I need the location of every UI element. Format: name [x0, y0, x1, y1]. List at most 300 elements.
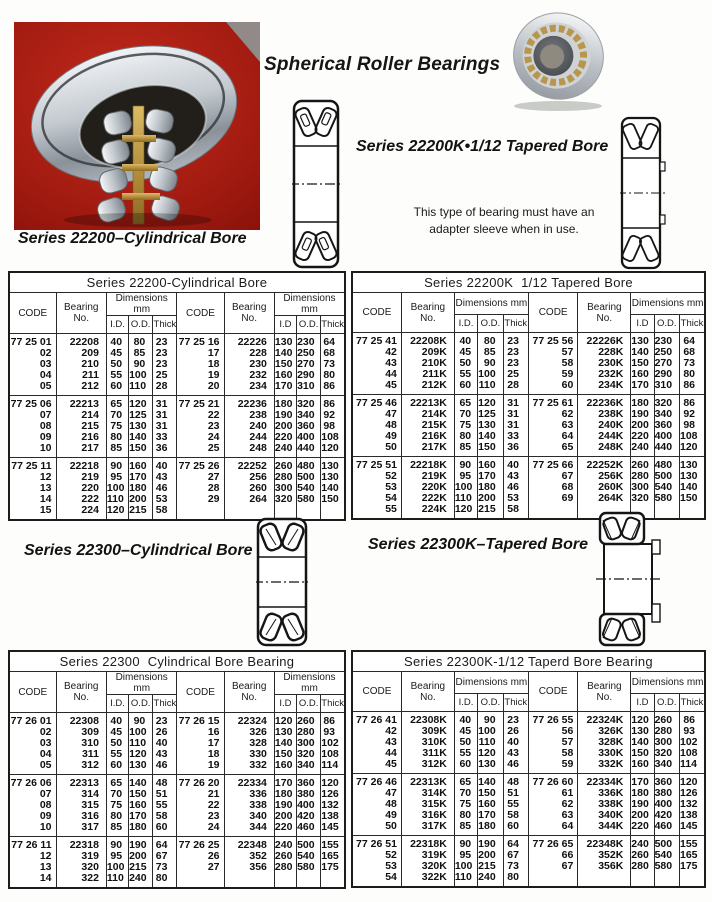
table-cell: 58: [503, 810, 528, 821]
table-cell: 22218: [56, 458, 106, 473]
table-cell: 22308: [56, 713, 106, 728]
table-cell: 55: [454, 748, 477, 759]
table-cell: 22334: [224, 775, 274, 790]
table-cell: 500: [297, 472, 321, 483]
table-cell: 40: [153, 738, 177, 749]
table-cell: 344: [224, 822, 274, 837]
table-cell: 400: [654, 431, 679, 442]
table-cell: 125: [129, 410, 153, 421]
table-cell: 73: [503, 861, 528, 872]
table-cell: 77 25 01: [9, 334, 56, 349]
table-cell: 580: [654, 493, 679, 504]
table-cell: 55: [503, 799, 528, 810]
table-cell: 46: [503, 482, 528, 493]
table-cell: 77 26 51: [352, 836, 401, 851]
table-cell: 240: [224, 421, 274, 432]
table-cell: 44: [352, 748, 401, 759]
table-cell: 130: [631, 333, 654, 348]
table-cell: 58: [528, 358, 577, 369]
table-cell: 08: [9, 421, 56, 432]
table-cell: 18: [177, 749, 224, 760]
table-row: [352, 493, 705, 504]
table-row: [352, 482, 705, 493]
table-cell: 65: [106, 775, 128, 790]
table-cell: 180: [129, 822, 153, 837]
table-cell: 102: [321, 738, 345, 749]
table-row: [9, 800, 345, 811]
table-cell: 51: [503, 788, 528, 799]
table-cell: 22313K: [401, 774, 454, 789]
table-cell: 200: [274, 811, 296, 822]
bearing-photo-small-image: [504, 10, 616, 114]
table-cell: 95: [106, 472, 128, 483]
table-cell: 108: [680, 748, 706, 759]
series-22200-label: Series 22200–Cylindrical Bore: [18, 230, 247, 247]
table-cell: 75: [106, 800, 128, 811]
table-cell: 92: [321, 410, 345, 421]
col-header-dimensions: Dimensions mm: [454, 293, 528, 315]
table-row: [352, 821, 705, 836]
table-cell: 40: [153, 458, 177, 473]
table-cell: 47: [352, 409, 401, 420]
table-row: [352, 457, 705, 472]
table-cell: 86: [321, 713, 345, 728]
table-cell: 280: [274, 472, 296, 483]
table-cell: 140: [321, 483, 345, 494]
table-cell: 90: [106, 458, 128, 473]
table-row: [352, 409, 705, 420]
table-cell: 85: [454, 442, 477, 457]
bearing-cross-section-diagram-22300k: [596, 510, 662, 648]
table-cell: 240K: [578, 420, 631, 431]
table-cell: 240: [274, 837, 296, 852]
table-cell: 320: [297, 749, 321, 760]
table-cell: 110: [106, 494, 128, 505]
col-header-dimensions: Dimensions mm: [106, 672, 177, 695]
table-row: [9, 822, 345, 837]
table-cell: 248K: [578, 442, 631, 457]
table-cell: 80: [106, 811, 128, 822]
table-cell: 77 26 06: [9, 775, 56, 790]
table-cell: 126: [680, 788, 706, 799]
table-cell: 22236K: [578, 395, 631, 410]
table-cell: 53: [352, 482, 401, 493]
table-cell: 08: [9, 800, 56, 811]
table-22300k-tapered: [351, 650, 706, 888]
table-cell: 211: [56, 370, 106, 381]
table-cell: 260: [297, 713, 321, 728]
table-cell: 04: [9, 370, 56, 381]
table-cell: 22334K: [578, 774, 631, 789]
table-cell: 93: [680, 726, 706, 737]
table-cell: 77 26 65: [528, 836, 577, 851]
table-row: [9, 410, 345, 421]
table-cell: 500: [297, 837, 321, 852]
table-cell: 22318: [56, 837, 106, 852]
table-cell: 10: [9, 443, 56, 458]
table-cell: 340: [297, 760, 321, 775]
table-cell: 220K: [401, 482, 454, 493]
table-cell: 212K: [401, 380, 454, 395]
table-cell: 150: [478, 442, 503, 457]
table-cell: 170: [274, 775, 296, 790]
table-cell: 317K: [401, 821, 454, 836]
table-cell: 150: [321, 494, 345, 505]
table-cell-empty: [528, 504, 577, 519]
table-row: [9, 789, 345, 800]
col-header-id: I.D.: [454, 694, 477, 712]
table-cell: 67: [153, 851, 177, 862]
table-cell: 77 26 46: [352, 774, 401, 789]
table-cell: 100: [454, 861, 477, 872]
table-cell: 240: [129, 873, 153, 888]
table-cell: 98: [680, 420, 706, 431]
table-cell: 540: [297, 851, 321, 862]
table-cell: 42: [352, 347, 401, 358]
table-cell: 31: [153, 421, 177, 432]
table-cell: 13: [9, 862, 56, 873]
table-cell: 360: [297, 775, 321, 790]
table-cell: 64: [528, 431, 577, 442]
table-cell: 75: [106, 421, 128, 432]
table-cell: 86: [680, 395, 706, 410]
table-cell: 40: [106, 713, 128, 728]
col-header-od: O.D.: [478, 315, 503, 333]
table-row: [9, 443, 345, 458]
table-cell: 43: [352, 737, 401, 748]
table-cell: 580: [297, 862, 321, 873]
col-header-bearing-no: Bearing No.: [224, 672, 274, 713]
table-cell: 110: [106, 873, 128, 888]
table-cell: 17: [177, 738, 224, 749]
table-cell: 248: [224, 443, 274, 458]
table-cell: 18: [177, 359, 224, 370]
table-cell: 80: [454, 810, 477, 821]
table-cell: 338K: [578, 799, 631, 810]
table-cell: 120: [106, 505, 128, 520]
table-cell: 260K: [578, 482, 631, 493]
table-cell: 86: [321, 381, 345, 396]
table-cell: 250: [654, 347, 679, 358]
table-cell: 98: [321, 421, 345, 432]
table-cell: 45: [352, 759, 401, 774]
table-cell: 36: [503, 442, 528, 457]
table-cell: 31: [503, 409, 528, 420]
col-header-bearing-no: Bearing No.: [56, 293, 106, 334]
table-cell-empty: [528, 872, 577, 887]
table-cell: 108: [321, 432, 345, 443]
col-header-dimensions: Dimensions mm: [106, 293, 177, 316]
table-cell: 80: [680, 369, 706, 380]
table-cell: 77 25 11: [9, 458, 56, 473]
table-cell: 40: [106, 334, 128, 349]
table-cell: 180: [631, 395, 654, 410]
table-cell: 220: [631, 821, 654, 836]
table-cell: 126: [321, 789, 345, 800]
table-cell: 460: [297, 822, 321, 837]
table-row: [352, 347, 705, 358]
table-cell: 53: [352, 861, 401, 872]
table-cell: 22: [177, 800, 224, 811]
table-cell: 170: [478, 471, 503, 482]
table-cell: 319K: [401, 850, 454, 861]
bearing-photo-large-image: [14, 22, 260, 230]
table-cell: 215: [56, 421, 106, 432]
table-cell: 68: [321, 348, 345, 359]
table-cell: 209: [56, 348, 106, 359]
table-cell: 132: [680, 799, 706, 810]
table-cell-empty: [177, 873, 224, 888]
table-cell: 62: [528, 799, 577, 810]
table-cell: 120: [321, 443, 345, 458]
table-cell: 12: [9, 472, 56, 483]
table-cell: 70: [106, 789, 128, 800]
table-cell: 102: [680, 737, 706, 748]
table-cell-empty: [680, 872, 706, 887]
table-cell: 75: [454, 799, 477, 810]
table-cell: 22: [177, 410, 224, 421]
table-cell: 212: [56, 381, 106, 396]
table-cell-empty: [631, 872, 654, 887]
bearing-cross-section-diagram-22200: [292, 99, 340, 269]
col-header-code: CODE: [528, 672, 577, 712]
table-cell: 64: [680, 333, 706, 348]
table-cell: 120: [478, 748, 503, 759]
table-cell: 93: [321, 727, 345, 738]
table-row: [9, 396, 345, 411]
table-row: [352, 726, 705, 737]
table-cell: 540: [297, 483, 321, 494]
table-cell: 140: [129, 775, 153, 790]
table-cell: 210: [56, 359, 106, 370]
col-header-od: O.D.: [478, 694, 503, 712]
table-cell: 209K: [401, 347, 454, 358]
table-cell: 180: [478, 821, 503, 836]
table-cell: 280: [631, 471, 654, 482]
table-cell: 140: [274, 738, 296, 749]
table-cell: 65: [528, 442, 577, 457]
table-cell: 230: [297, 334, 321, 349]
page-title: Spherical Roller Bearings: [264, 54, 501, 75]
table-cell: 240: [631, 442, 654, 457]
table-cell: 312K: [401, 759, 454, 774]
table-cell: 160: [129, 458, 153, 473]
table-cell: 114: [680, 759, 706, 774]
table-cell: 328: [224, 738, 274, 749]
table-cell: 23: [177, 421, 224, 432]
table-cell: 214: [56, 410, 106, 421]
table-cell: 150: [274, 359, 296, 370]
col-header-thick: Thick: [503, 315, 528, 333]
table-cell: 95: [454, 850, 477, 861]
table-row: [352, 358, 705, 369]
table-cell: 320: [56, 862, 106, 873]
table-cell: 85: [129, 348, 153, 359]
table-cell: 140: [129, 432, 153, 443]
col-header-od: O.D.: [129, 695, 153, 713]
table-row: [9, 348, 345, 359]
table-cell: 63: [528, 420, 577, 431]
table-row: [9, 760, 345, 775]
table-cell: 155: [680, 836, 706, 851]
table-cell: 52: [352, 850, 401, 861]
table-cell: 90: [454, 836, 477, 851]
table-cell: 238: [224, 410, 274, 421]
table-cell: 50: [454, 358, 477, 369]
col-header-id: I.D.: [106, 316, 128, 334]
table-cell: 260: [631, 457, 654, 472]
table-cell: 180: [631, 788, 654, 799]
table-cell: 130: [274, 334, 296, 349]
table-cell: 110: [454, 872, 477, 887]
table-cell: 360: [297, 421, 321, 432]
table-cell: 244: [224, 432, 274, 443]
table-cell: 77 25 56: [528, 333, 577, 348]
table-cell: 58: [528, 748, 577, 759]
table-cell: 256K: [578, 471, 631, 482]
table-cell: 480: [654, 457, 679, 472]
note-line-1: This type of bearing must have an: [413, 205, 595, 219]
table-row: [9, 811, 345, 822]
table-cell: 356K: [578, 861, 631, 872]
table-cell: 256: [224, 472, 274, 483]
table-cell: 170: [631, 380, 654, 395]
table-cell: 290: [654, 369, 679, 380]
col-header-thick: Thick: [680, 315, 706, 333]
table-cell: 26: [503, 726, 528, 737]
table-cell: 264K: [578, 493, 631, 504]
table-cell: 322K: [401, 872, 454, 887]
col-header-od: O.D.: [297, 695, 321, 713]
table-cell: 57: [528, 737, 577, 748]
table-cell: 220: [631, 431, 654, 442]
table-cell: 24: [177, 432, 224, 443]
table-cell: 77 26 60: [528, 774, 577, 789]
table-cell: 160: [478, 457, 503, 472]
table-cell: 180: [274, 396, 296, 411]
table-cell: 316K: [401, 810, 454, 821]
col-header-od: O.D.: [129, 316, 153, 334]
table-cell: 480: [297, 458, 321, 473]
col-header-bearing-no: Bearing No.: [56, 672, 106, 713]
table-cell: 55: [454, 369, 477, 380]
table-cell: 31: [153, 410, 177, 421]
table-cell: 52: [352, 471, 401, 482]
table-cell: 64: [321, 334, 345, 349]
table-cell: 540: [654, 850, 679, 861]
table-cell: 260: [274, 458, 296, 473]
col-header-dimensions: Dimensions mm: [631, 672, 705, 694]
table-cell: 356: [224, 862, 274, 873]
table-cell: 64: [153, 837, 177, 852]
table-row: [352, 788, 705, 799]
table-cell: 22313: [56, 775, 106, 790]
table-row: [9, 494, 345, 505]
table-cell: 217: [56, 443, 106, 458]
table-cell: 130: [274, 727, 296, 738]
table-row: [9, 738, 345, 749]
table-cell: 270: [297, 359, 321, 370]
table-cell: 200: [478, 850, 503, 861]
table-cell: 45: [352, 380, 401, 395]
table-cell: 310: [56, 738, 106, 749]
col-header-code: CODE: [528, 293, 577, 333]
col-header-od: O.D.: [297, 316, 321, 334]
table-cell: 40: [454, 712, 477, 727]
table-cell: 165: [680, 850, 706, 861]
table-cell: 219K: [401, 471, 454, 482]
table-cell: 190: [631, 409, 654, 420]
table-cell: 110: [478, 380, 503, 395]
table-cell: 336: [224, 789, 274, 800]
table-cell: 300: [631, 482, 654, 493]
table-cell: 228: [224, 348, 274, 359]
table-cell: 27: [177, 472, 224, 483]
table-cell: 90: [478, 358, 503, 369]
table-cell: 540: [654, 482, 679, 493]
table-cell: 280: [631, 861, 654, 872]
table-cell: 25: [153, 370, 177, 381]
table-cell: 180: [129, 483, 153, 494]
table-cell: 160: [274, 760, 296, 775]
table-cell: 170: [631, 774, 654, 789]
table-cell: 77 25 21: [177, 396, 224, 411]
table-row: [9, 775, 345, 790]
table-cell: 175: [321, 862, 345, 873]
table-cell: 315K: [401, 799, 454, 810]
table-cell: 170: [129, 811, 153, 822]
table-cell: 440: [654, 442, 679, 457]
table-cell: 228K: [578, 347, 631, 358]
table-cell: 26: [153, 727, 177, 738]
table-cell: 80: [153, 873, 177, 888]
table-cell: 138: [321, 811, 345, 822]
table-cell: 12: [9, 851, 56, 862]
table-cell: 60: [153, 822, 177, 837]
table-cell: 64: [503, 836, 528, 851]
table-cell: 22318K: [401, 836, 454, 851]
table-22200-cylindrical: [8, 271, 346, 521]
table-cell: 90: [478, 712, 503, 727]
table-cell: 400: [654, 799, 679, 810]
table-cell: 320: [631, 493, 654, 504]
table-cell: 160: [631, 759, 654, 774]
table-cell: 70: [106, 410, 128, 421]
table-cell: 220: [274, 822, 296, 837]
table-cell: 67: [528, 861, 577, 872]
table-cell: 190: [631, 799, 654, 810]
table-cell: 222: [56, 494, 106, 505]
col-header-thick: Thick: [680, 694, 706, 712]
col-header-od: O.D.: [654, 694, 679, 712]
table-cell: 53: [153, 494, 177, 505]
table-cell: 90: [129, 359, 153, 370]
table-cell: 29: [177, 494, 224, 505]
table-cell-empty: [177, 505, 224, 520]
table-cell: 80: [478, 333, 503, 348]
table-cell: 280: [297, 727, 321, 738]
table-cell: 77 26 55: [528, 712, 577, 727]
table-cell: 500: [654, 471, 679, 482]
table-cell: 240: [274, 443, 296, 458]
table-cell: 160: [478, 799, 503, 810]
table-cell: 31: [503, 395, 528, 410]
table-cell: 100: [129, 727, 153, 738]
table-cell: 216K: [401, 431, 454, 442]
table-cell: 145: [680, 821, 706, 836]
table-cell: 200: [129, 494, 153, 505]
table-cell: 332: [224, 760, 274, 775]
